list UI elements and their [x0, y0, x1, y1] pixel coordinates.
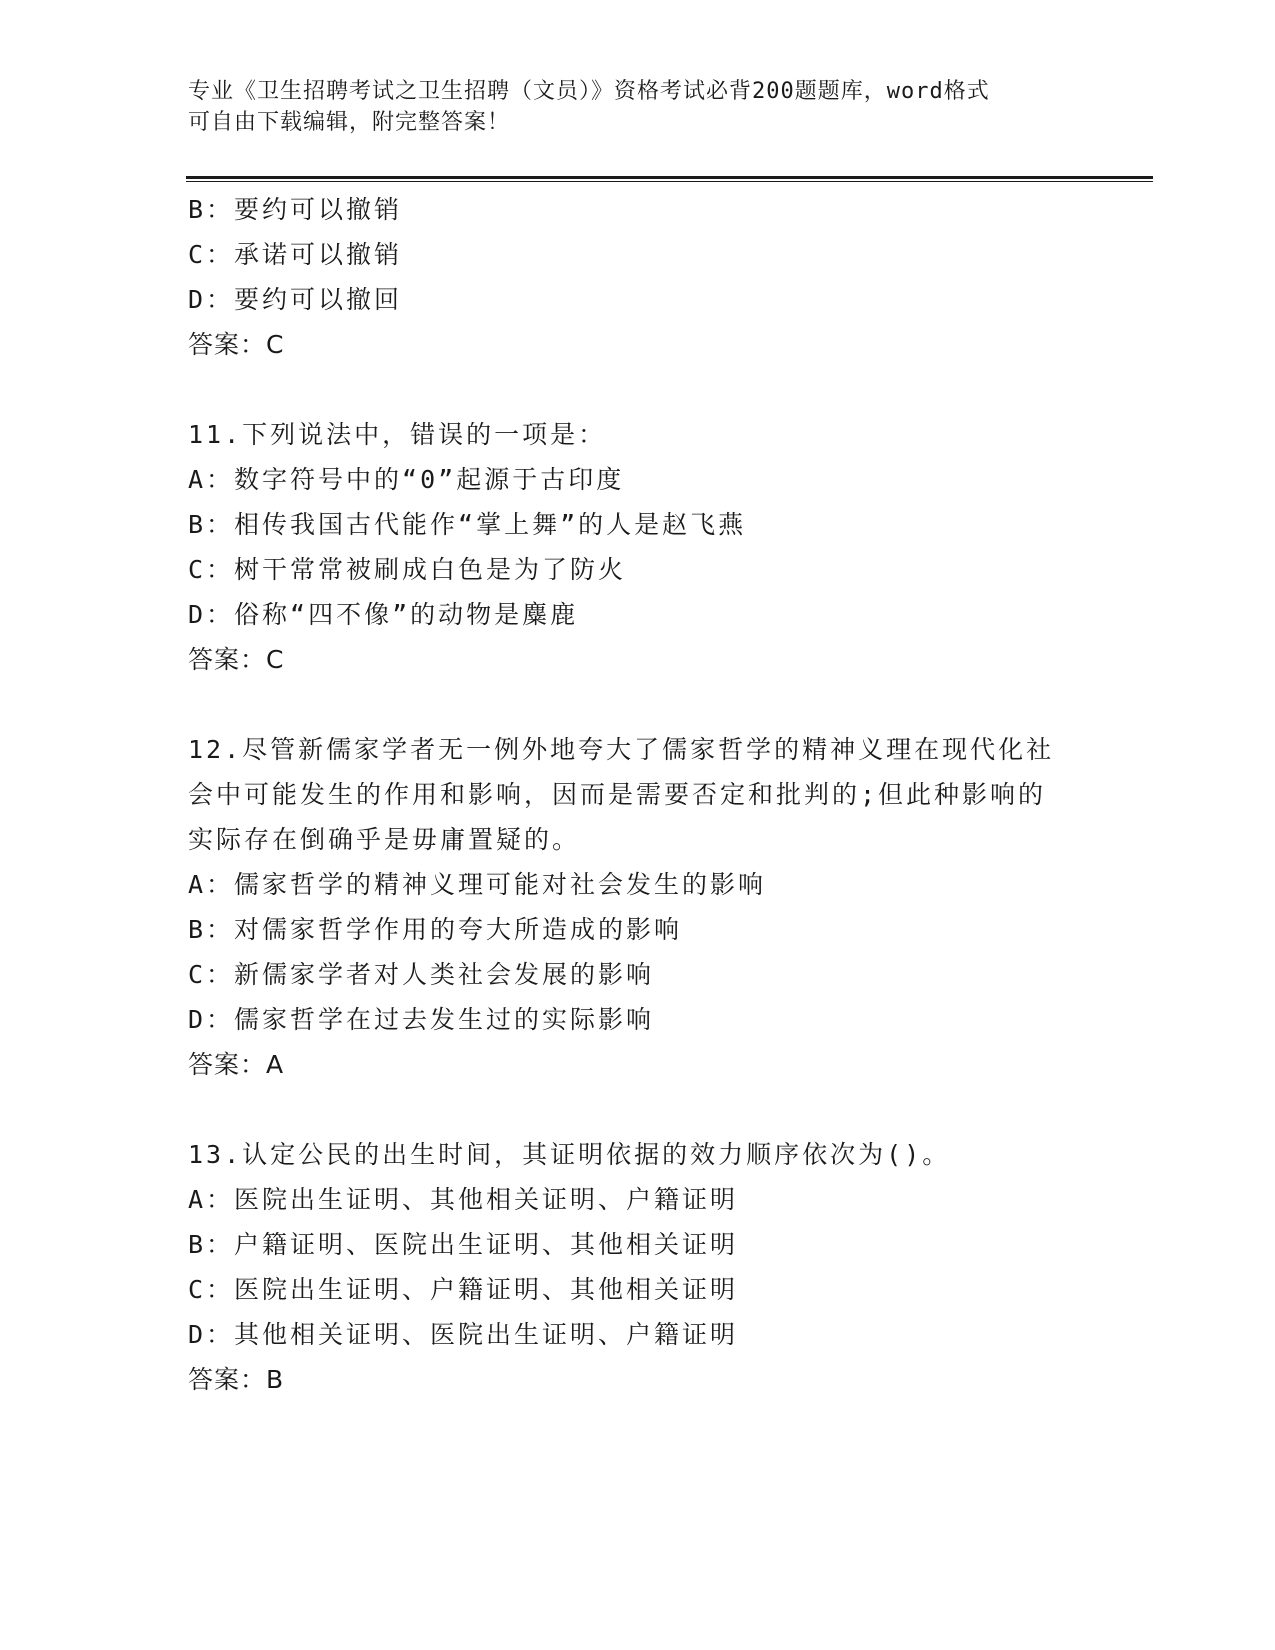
q11-option-a: A：数字符号中的“0”起源于古印度: [188, 465, 625, 494]
q13-option-b: B：户籍证明、医院出生证明、其他相关证明: [188, 1230, 739, 1259]
q11-option-b: B：相传我国古代能作“掌上舞”的人是赵飞燕: [188, 510, 747, 539]
document-header: [188, 76, 1068, 138]
q10-answer: 答案：C: [188, 330, 285, 359]
q13-answer: 答案：B: [188, 1365, 285, 1394]
q12-option-a: A：儒家哲学的精神义理可能对社会发生的影响: [188, 870, 767, 899]
q12-stem-line-2: 会中可能发生的作用和影响，因而是需要否定和批判的;但此种影响的: [188, 780, 1047, 809]
header-rule-thin: [186, 181, 1153, 182]
q13-option-a: A：医院出生证明、其他相关证明、户籍证明: [188, 1185, 739, 1214]
header-rule-thick: [186, 176, 1153, 179]
q10-option-b: B：要约可以撤销: [188, 195, 403, 224]
q12-option-c: C：新儒家学者对人类社会发展的影响: [188, 960, 655, 989]
q10-option-d: D：要约可以撤回: [188, 285, 403, 314]
q13-option-c: C：医院出生证明、户籍证明、其他相关证明: [188, 1275, 739, 1304]
q13-option-d: D：其他相关证明、医院出生证明、户籍证明: [188, 1320, 739, 1349]
q11-answer: 答案：C: [188, 645, 285, 674]
q12-stem-line-3: 实际存在倒确乎是毋庸置疑的。: [188, 825, 581, 854]
q13-stem: 13.认定公民的出生时间，其证明依据的效力顺序依次为()。: [188, 1140, 951, 1169]
q12-answer: 答案：A: [188, 1050, 285, 1079]
q11-option-c: C：树干常常被刷成白色是为了防火: [188, 555, 627, 584]
q12-option-d: D：儒家哲学在过去发生过的实际影响: [188, 1005, 655, 1034]
q10-option-c: C：承诺可以撤销: [188, 240, 403, 269]
header-line-1: 专业《卫生招聘考试之卫生招聘（文员）》资格考试必背200题题库，word格式: [188, 79, 990, 104]
q12-stem-line-1: 12.尽管新儒家学者无一例外地夸大了儒家哲学的精神义理在现代化社: [188, 735, 1055, 764]
q11-option-d: D：俗称“四不像”的动物是麋鹿: [188, 600, 579, 629]
header-line-2: 可自由下载编辑，附完整答案！: [188, 110, 511, 135]
q11-stem: 11.下列说法中，错误的一项是：: [188, 420, 607, 449]
q12-option-b: B：对儒家哲学作用的夸大所造成的影响: [188, 915, 683, 944]
